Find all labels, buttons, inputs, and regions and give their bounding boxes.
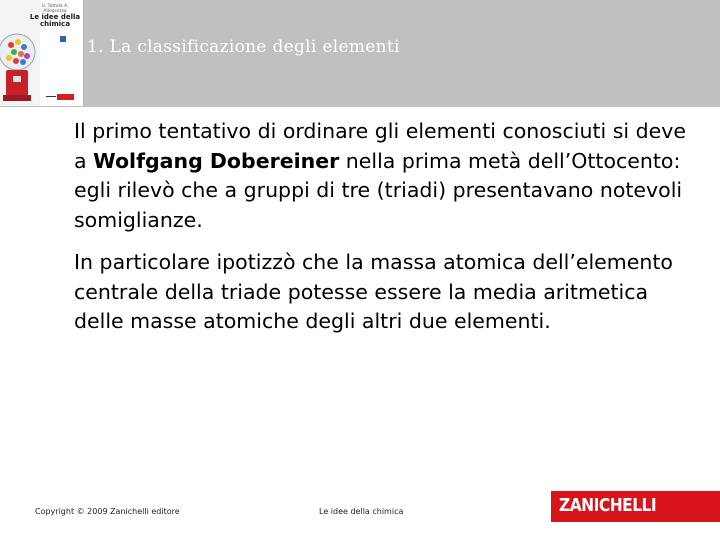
publisher-badge: [57, 94, 74, 100]
cover-authors: U. Tottola A. Allegrezza: [41, 4, 69, 14]
book-cover-thumbnail: [0, 0, 84, 106]
highlighted-name: Wolfgang Dobereiner: [93, 148, 340, 173]
zanichelli-logo: [551, 491, 720, 522]
slide-title: 1. La classificazione degli elementi: [87, 37, 400, 57]
cover-divider: [46, 96, 56, 97]
logo-text: ZANICHELLI: [559, 495, 657, 516]
copyright-notice: Copyright © 2009 Zanichelli editore: [35, 507, 180, 516]
footer-book-title: Le idee della chimica: [319, 507, 404, 516]
paragraph-triad-hypothesis: In particolare ipotizzò che la massa atomica dell’elemento centrale della triade potesse essere la media aritmetica delle masse atomiche degli altri due elementi.: [74, 250, 673, 333]
paragraph-text: nella prima metà dell’Ottocento: egli rilevò che a gruppi di tre (triadi) presentavano notevoli somiglianze.: [74, 148, 683, 232]
paragraph-text: Il primo tentativo di ordinare gli elementi conosciuti si deve a: [74, 119, 686, 173]
cover-title: Le idee della chimica: [29, 13, 81, 28]
paragraph-dobereiner: [74, 117, 694, 235]
